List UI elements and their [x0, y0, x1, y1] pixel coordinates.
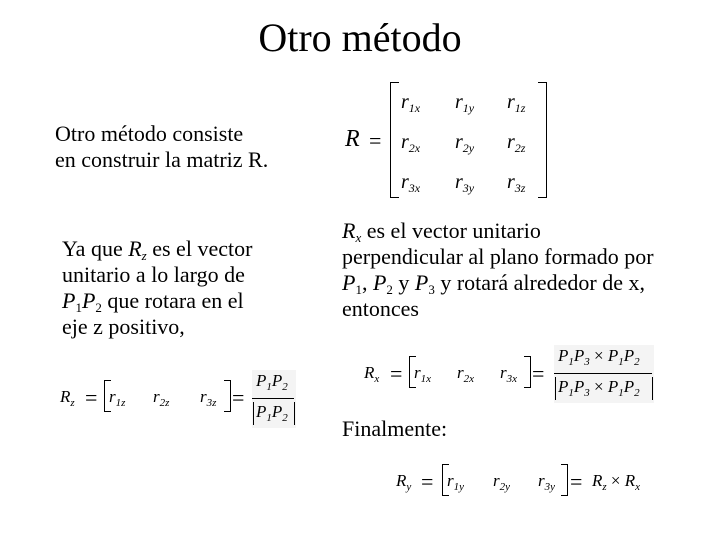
- rz-fraction-numerator: $P_1P_2$: [256, 371, 288, 393]
- intro-text: [55, 121, 268, 173]
- intro-line-2: en construir la matriz R.: [55, 147, 269, 172]
- rz-vec-r3z: $r_{3z}$: [200, 387, 217, 409]
- matrix-r-right-bracket: [538, 82, 547, 198]
- rx-vec-r3x: $r_{3x}$: [500, 363, 518, 385]
- rx-fraction-numerator: $P_1P_3 \times P_1P_2$: [558, 346, 640, 368]
- rz-eq-lhs: $R_z$: [60, 387, 75, 409]
- intro-line-1: Otro método consiste: [55, 121, 244, 146]
- ry-vec-right-bracket: [561, 464, 568, 496]
- rz-vec-right-bracket: [224, 380, 231, 412]
- rz-line-3: $P_1P_2$ que rotara en el: [62, 288, 244, 315]
- ry-vec-r1y: $r_{1y}$: [447, 471, 465, 493]
- rz-eq-equals-2: =: [232, 385, 245, 410]
- slide-title: Otro método: [258, 15, 462, 60]
- matrix-cell-r1x: $r_{1x}$: [401, 91, 421, 115]
- ry-eq-equals: =: [421, 469, 434, 494]
- ry-vec-r3y: $r_{3y}$: [538, 471, 556, 493]
- rz-eq-equals: =: [85, 385, 98, 410]
- matrix-cell-r2z: $r_{2z}$: [507, 131, 526, 155]
- rx-eq-lhs: $R_x$: [364, 363, 380, 385]
- rx-line-3: $P_1$, $P_2$ y $P_3$ y rotará alrededor de x,: [342, 270, 645, 297]
- rx-line-1: $R_x$ es el vector unitario: [342, 218, 541, 245]
- rz-line-2: unitario a lo largo de: [62, 262, 245, 287]
- rx-line-4: entonces: [342, 296, 419, 321]
- matrix-cell-r2x: $r_{2x}$: [401, 131, 421, 155]
- rz-fraction-line: [252, 398, 294, 399]
- matrix-r-left-bracket: [390, 82, 399, 198]
- rx-vec-r2x: $r_{2x}$: [457, 363, 475, 385]
- rz-line-1: Ya que $R_z$ es el vector: [62, 236, 253, 263]
- rx-explanation: [342, 218, 712, 322]
- ry-eq-lhs: $R_y$: [396, 471, 412, 493]
- rz-vec-r2z: $r_{2z}$: [153, 387, 170, 409]
- rx-eq-equals-2: =: [532, 361, 545, 386]
- rx-vec-r1x: $r_{1x}$: [414, 363, 432, 385]
- matrix-cell-r3y: $r_{3y}$: [455, 171, 475, 195]
- rx-fraction-denominator: $P_1P_3 \times P_1P_2$: [558, 377, 640, 399]
- matrix-cell-r1z: $r_{1z}$: [507, 91, 526, 115]
- rz-fraction-denominator: $P_1P_2$: [256, 402, 288, 424]
- rz-vec-r1z: $r_{1z}$: [109, 387, 126, 409]
- ry-eq-rhs: $R_z \times R_x$: [592, 471, 641, 493]
- rz-explanation: [62, 236, 297, 340]
- ry-vec-r2y: $r_{2y}$: [493, 471, 511, 493]
- rx-eq-equals: =: [390, 361, 403, 386]
- matrix-cell-r1y: $r_{1y}$: [455, 91, 475, 115]
- matrix-cell-r2y: $r_{2y}$: [455, 131, 475, 155]
- rx-line-2: perpendicular al plano formado por: [342, 244, 654, 269]
- matrix-r-equals: =: [369, 128, 382, 153]
- rx-vec-right-bracket: [524, 356, 531, 388]
- matrix-cell-r3z: $r_{3z}$: [507, 171, 526, 195]
- finalmente-label: Finalmente:: [342, 416, 448, 441]
- ry-eq-equals-2: =: [570, 469, 583, 494]
- matrix-cell-r3x: $r_{3x}$: [401, 171, 421, 195]
- rx-fraction-line: [554, 373, 652, 374]
- rz-line-4: eje z positivo,: [62, 314, 185, 339]
- matrix-r-label: R: [345, 126, 360, 152]
